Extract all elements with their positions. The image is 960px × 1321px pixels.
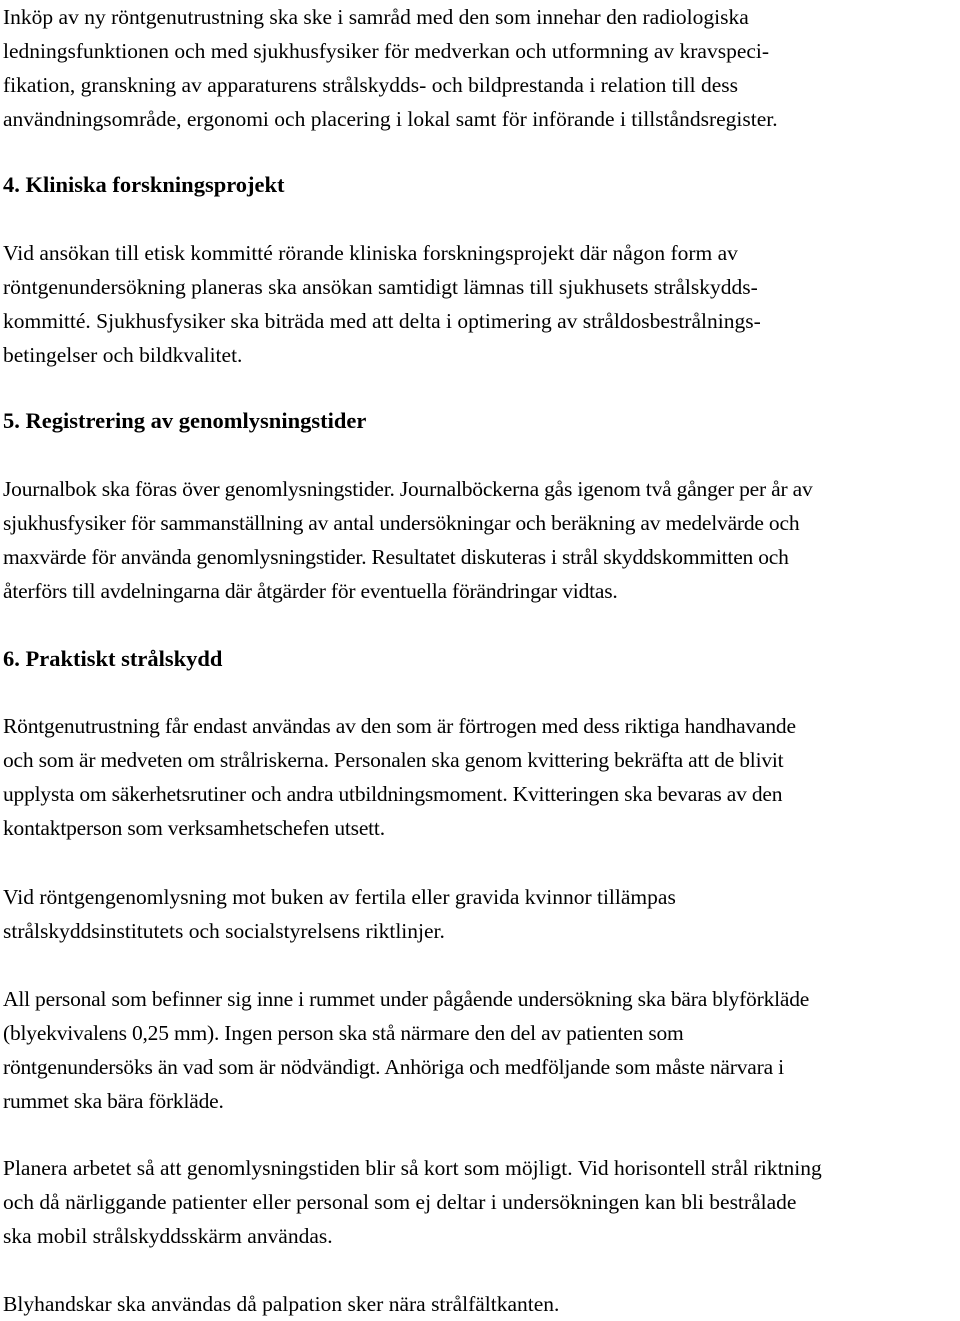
paragraph-line: Röntgenutrustning får endast användas av den som är förtrogen med dess riktiga handhavande: [3, 714, 796, 738]
section-6-paragraph: [3, 1151, 822, 1253]
paragraph-line: fikation, granskning av apparaturens strålskydds- och bildprestanda i relation till dess: [3, 73, 738, 97]
section-5-heading: 5. Registrering av genomlysningstider: [3, 408, 367, 433]
paragraph-line: och som är medveten om strålriskerna. Personalen ska genom kvittering bekräfta att de blivit: [3, 748, 784, 772]
paragraph-line: strålskyddsinstitutets och socialstyrelsens riktlinjer.: [3, 919, 445, 943]
section-6-paragraph: [3, 880, 676, 948]
paragraph-line: betingelser och bildkvalitet.: [3, 343, 243, 367]
paragraph-line: All personal som befinner sig inne i rummet under pågående undersökning ska bära blyförkläde: [3, 987, 810, 1011]
paragraph-line: kontaktperson som verksamhetschefen utsett.: [3, 816, 385, 840]
section-4-heading: 4. Kliniska forskningsprojekt: [3, 172, 285, 197]
paragraph-line: kommitté. Sjukhusfysiker ska biträda med att delta i optimering av stråldosbestrålnings-: [3, 309, 761, 333]
paragraph-line: röntgenundersökning planeras ska ansökan samtidigt lämnas till sjukhusets strålskydds-: [3, 275, 758, 299]
section-5-paragraph: [3, 472, 813, 608]
paragraph-line: Vid ansökan till etisk kommitté rörande kliniska forskningsprojekt där någon form av: [3, 241, 738, 265]
paragraph-line: rummet ska bära förkläde.: [3, 1089, 224, 1113]
paragraph-line: Journalbok ska föras över genomlysningstider. Journalböckerna gås igenom två gånger per år av: [3, 477, 813, 501]
section-6-paragraph: [3, 1287, 559, 1321]
section-4-paragraph: [3, 236, 761, 372]
paragraph-line: sjukhusfysiker för sammanställning av antal undersökningar och beräkning av medelvärde och: [3, 511, 800, 535]
paragraph-line: ska mobil strålskyddsskärm användas.: [3, 1224, 333, 1248]
paragraph-line: Vid röntgengenomlysning mot buken av fertila eller gravida kvinnor tillämpas: [3, 885, 676, 909]
paragraph-line: Inköp av ny röntgenutrustning ska ske i samråd med den som innehar den radiologiska: [3, 5, 749, 29]
paragraph-line: (blyekvivalens 0,25 mm). Ingen person ska stå närmare den del av patienten som: [3, 1021, 684, 1045]
intro-paragraph: [3, 0, 778, 136]
paragraph-line: upplysta om säkerhetsrutiner och andra utbildningsmoment. Kvitteringen ska bevaras av den: [3, 782, 783, 806]
section-6-paragraph: [3, 982, 809, 1118]
paragraph-line: maxvärde för använda genomlysningstider. Resultatet diskuteras i strål skyddskommitten och: [3, 545, 789, 569]
paragraph-line: ledningsfunktionen och med sjukhusfysiker för medverkan och utformning av kravspeci-: [3, 39, 770, 63]
paragraph-line: användningsområde, ergonomi och placering i lokal samt för införande i tillståndsregister.: [3, 107, 778, 131]
paragraph-line: Planera arbetet så att genomlysningstiden blir så kort som möjligt. Vid horisontell strål riktning: [3, 1156, 822, 1180]
paragraph-line: Blyhandskar ska användas då palpation sker nära strålfältkanten.: [3, 1292, 560, 1316]
section-6-heading: 6. Praktiskt strålskydd: [3, 646, 223, 671]
paragraph-line: återförs till avdelningarna där åtgärder för eventuella förändringar vidtas.: [3, 579, 618, 603]
paragraph-line: röntgenundersöks än vad som är nödvändigt. Anhöriga och medföljande som måste närvara i: [3, 1055, 784, 1079]
section-6-paragraph: [3, 709, 796, 845]
paragraph-line: och då närliggande patienter eller personal som ej deltar i undersökningen kan bli bestrålade: [3, 1190, 797, 1214]
